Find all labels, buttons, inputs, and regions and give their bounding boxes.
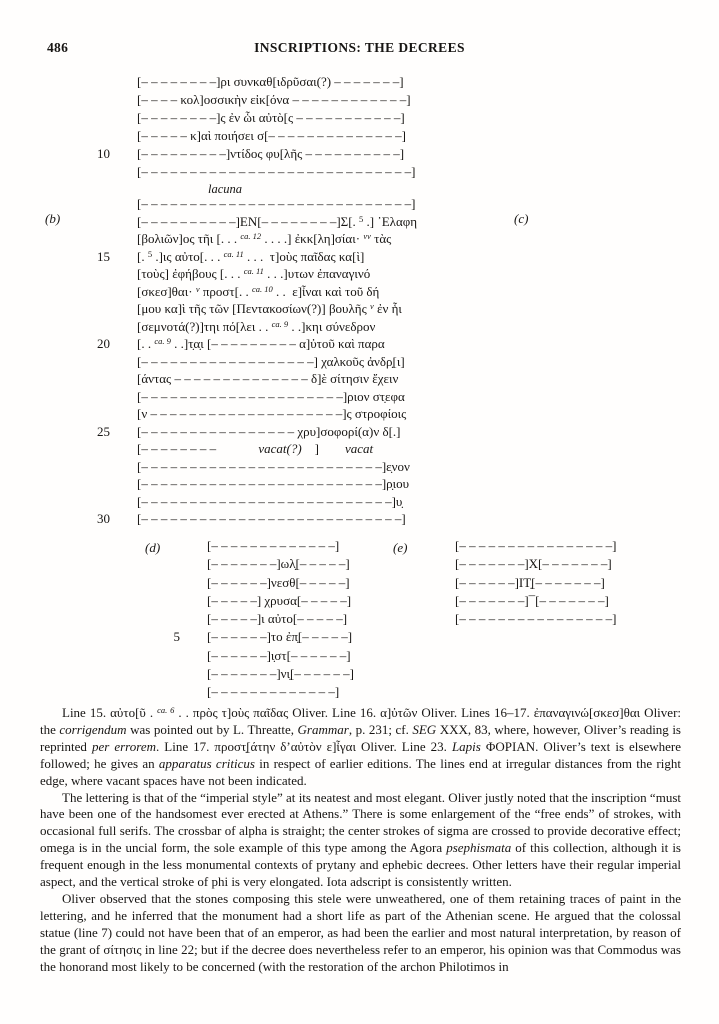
inscription-line <box>80 441 417 459</box>
greek-text: [– – – – – – – – – – – – – – – – – – – – – – – – –]ε̣νον <box>137 458 410 474</box>
greek-text: [– – – – – – – – – – – – – – – – – – – – –]ριον στ̣εφα <box>137 388 405 404</box>
inscription-fragment-d <box>150 538 354 703</box>
greek-text: [μου κα]ὶ τῆς τῶν [Πεντακοσίων(?)] βουλῆς $^v$ ἐν ἧι <box>137 301 402 316</box>
inscription-line <box>80 476 417 494</box>
greek-text: [– – – – – – – – –]ντίδος φυ[λῆς – – – – – – – – – –] <box>137 146 405 161</box>
inscription-line <box>455 538 616 556</box>
inscription-line <box>80 231 417 249</box>
inscription-line <box>150 593 354 611</box>
line-number: 5 <box>173 629 180 645</box>
running-title: INSCRIPTIONS: THE DECREES <box>254 40 465 55</box>
inscription-line <box>150 556 354 574</box>
greek-text: [. . $^{ca. 9}$ . .]τ̣α̣ι [– – – – – – – – – α]ὐτοῦ καὶ παρα <box>137 336 385 351</box>
greek-text: [– – – – – –]ΙΤ̣[– – – – – – –] <box>455 574 605 590</box>
greek-text: [– – – – – – – –]ρι συνκαθ[ιδρῦσαι(?) – – – – – – –] <box>137 74 404 89</box>
inscription-line <box>150 575 354 593</box>
line-number: 30 <box>97 511 110 526</box>
inscription-line <box>80 424 417 442</box>
inscription-line <box>80 354 417 372</box>
inscription-line <box>80 196 417 214</box>
greek-text: [– – – – – – – –]ς ἐν ὧι αὐτὸ[ς – – – – – – – – – – –] <box>137 110 405 125</box>
greek-text: [– – – – – – –]νι̣[– – – – – –] <box>207 666 354 682</box>
greek-text: [– – – – – – – – – – – – –] <box>207 684 340 700</box>
greek-text: [– – – – – –]το ἐπ̣[– – – – –] <box>207 629 353 645</box>
greek-text: [– – – – – – –]¯[– – – – – – –] <box>455 592 609 608</box>
greek-text: [– – – – – – – – – – – – – – – – – – – – – – – – – – – –] <box>137 164 416 179</box>
line-number: 20 <box>97 336 110 351</box>
inscription-line <box>455 575 616 593</box>
inscription-line <box>150 666 354 684</box>
line-number: 25 <box>97 423 110 439</box>
inscription-line <box>455 593 616 611</box>
fragment-label-c: (c) <box>514 211 529 226</box>
greek-text: [– – – – – κ]αὶ ποιήσει σ[– – – – – – – – – – – – – –] <box>137 128 407 143</box>
inscription-line <box>80 319 417 337</box>
fragment-label-d: (d) <box>145 540 161 555</box>
inscription-line <box>80 164 415 182</box>
inscription-line <box>150 648 354 666</box>
inscription-line <box>150 629 354 647</box>
inscription-line <box>80 214 417 232</box>
greek-text: [– – – – – – –]ωλ̣[– – – – –] <box>207 556 350 572</box>
greek-text: [– – – – – – – – – – – – – – – – – – – – – – – – – – – –] <box>137 196 416 211</box>
greek-text: [άντας – – – – – – – – – – – – – – δ]ὲ σίτησιν ἔχειν <box>137 371 399 386</box>
greek-text: [– – – – –] χρυσα[– – – – –] <box>207 592 352 608</box>
greek-text: [– – – – – – – – – – – – –] <box>207 538 340 553</box>
greek-text: [ν – – – – – – – – – – – – – – – – – – – –]ς στροφίοις <box>137 406 407 421</box>
greek-text: [– – – – – – – – vacat(?) ] vacat <box>137 441 374 456</box>
inscription-line <box>80 406 417 424</box>
greek-text: [τοὺς] ἐφήβους [. . . $^{ca. 11}$ . . .]υτων ἐπαναγινό <box>137 266 371 281</box>
greek-text: [σεμνοτά(?)]τηι πό[λει . . $^{ca. 9}$ . .]κηι σύνεδρον <box>137 318 376 334</box>
inscription-line <box>455 611 616 629</box>
greek-text: [. $^5$ .]ις αὐτο[. . . $^{ca. 11}$ . . . τ]οὺς παῖδας κα[ὶ] <box>137 248 365 264</box>
inscription-line <box>80 301 417 319</box>
inscription-line <box>80 74 415 92</box>
commentary-paragraph: The lettering is that of the “imperial style” at its neatest and most elegant. Oliver justly noted that the inscription “must have been one of the handsomest ever erected at Athens.” There is some enlargement of the “free ends” of strokes, with occasional full serifs. The crossbar of alpha is straight; the center strokes of sigma are crossed to provide decorative effect; omega is in the uncial form, the sole example of this type among the Agora psephismata of this collection, although it is frequent enough in the less monumental contexts of prytany and ephebic decrees. Other letters have their regular imperial aspect, and the vertical stroke of phi is very elongated. Iota adscript is consistently written. <box>40 789 681 890</box>
inscription-fragment-a <box>80 74 415 182</box>
greek-text: [– – – – – – – – – – – – – – – – χρυ]σοφορί(α)ν δ[.] <box>137 423 401 439</box>
inscription-line <box>80 128 415 146</box>
greek-text: [βολιῶν]ος τῆι [. . . $^{ca. 12}$ . . . .] ἐκκ[λη]σίαι· $^{vv}$ τὰς <box>137 231 392 246</box>
page-number: 486 <box>47 40 69 55</box>
line-number: 15 <box>97 248 110 264</box>
inscription-line <box>80 249 417 267</box>
fragment-label-b: (b) <box>45 211 61 226</box>
inscription-line <box>80 371 417 389</box>
greek-text: [– – – – – – – – – – – – – – – – – –] χαλκοῦς ἀνδρ̣[ι] <box>137 353 405 369</box>
greek-text: [– – – – – – – – – – – – – – – –] <box>455 538 617 553</box>
greek-text: [– – – – – – – – – – – – – – – –] <box>455 611 617 627</box>
greek-text: [– – – – – – –]Χ[– – – – – – –] <box>455 556 612 572</box>
line-number: 10 <box>97 146 110 161</box>
inscription-fragment-b <box>80 196 417 529</box>
commentary-paragraph: Oliver observed that the stones composing this stele were unweathered, one of them retaining traces of paint in the lettering, and he inferred that the monument had a short life as part of the Athenian scene. He argued that the colossal statue (line 7) could not have been that of an emperor, as had been the earlier and most natural interpretation, by reason of the grant of σίτησις in line 22; but if the decree does nevertheless refer to an emperor, his opinion was that Commodus was the honorand most likely to be concerned (with the restoration of the archon Philotimos in <box>40 890 681 974</box>
commentary <box>40 705 681 976</box>
inscription-line <box>80 511 417 529</box>
inscription-line <box>150 611 354 629</box>
inscription-line <box>150 684 354 702</box>
inscription-line <box>80 494 417 512</box>
greek-text: [– – – – – –]ι̣στ[– – – – – –] <box>207 647 351 663</box>
inscription-line <box>80 266 417 284</box>
inscription-line <box>80 336 417 354</box>
greek-text: [– – – – κολ]οσσικὴν εἰκ[όνα – – – – – – – – – – – –] <box>137 92 411 107</box>
inscription-line <box>80 284 417 302</box>
greek-text: [– – – – – – – – – –]ΕΝ[– – – – – – – –]Σ[. $^5$ .] ᾿Ελαφη <box>137 213 418 229</box>
inscription-line <box>80 146 415 164</box>
inscription-line <box>80 92 415 110</box>
fragment-label-e: (e) <box>393 540 408 555</box>
greek-text: [– – – – – –]νεσθ[– – – – –] <box>207 574 350 590</box>
greek-text: [– – – – –]ι αὐτο[– – – – –] <box>207 611 348 627</box>
inscription-line <box>80 459 417 477</box>
greek-text: [σκεσ]θαι· $^v$ προστ[. . $^{ca. 10}$ . . ε]ἶναι καὶ τοῦ δή <box>137 283 380 299</box>
greek-text: [– – – – – – – – – – – – – – – – – – – – – – – – – –]υ̣ <box>137 493 403 509</box>
greek-text: [– – – – – – – – – – – – – – – – – – – – – – – – – – –] <box>137 511 406 526</box>
greek-text: [– – – – – – – – – – – – – – – – – – – – – – – – –]ρ̣ιου <box>137 476 410 491</box>
lacuna-label: lacuna <box>208 182 243 196</box>
commentary-paragraph: Line 15. αὐτο[ῦ . $^{ca. 6}$ . . πρὸς τ]οὺς παῖδας Oliver. Line 16. α]ὐτῶν Oliver. Lines 16–17. ἐπαναγινώ[σκεσ]θαι Oliver: the corrigendum was pointed out by L. Threatte, Grammar, p. 231; cf. SEG XXX, 83, where, however, Oliver’s reading is reprinted per errorem. Line 17. προστ̣[άτην δ’αὐτὸν ε]ἶγαι Oliver. Line 23. Lapis ΦΟΡΙΑΝ. Oliver’s text is elsewhere followed; he gives an apparatus criticus in respect of earlier editions. The lines end at irregular distances from the right edge, where vacant spaces have not been indicated. <box>40 705 682 788</box>
inscription-line <box>455 556 616 574</box>
inscription-fragment-e <box>455 538 616 629</box>
inscription-line <box>80 110 415 128</box>
inscription-line <box>150 538 354 556</box>
inscription-line <box>80 389 417 407</box>
